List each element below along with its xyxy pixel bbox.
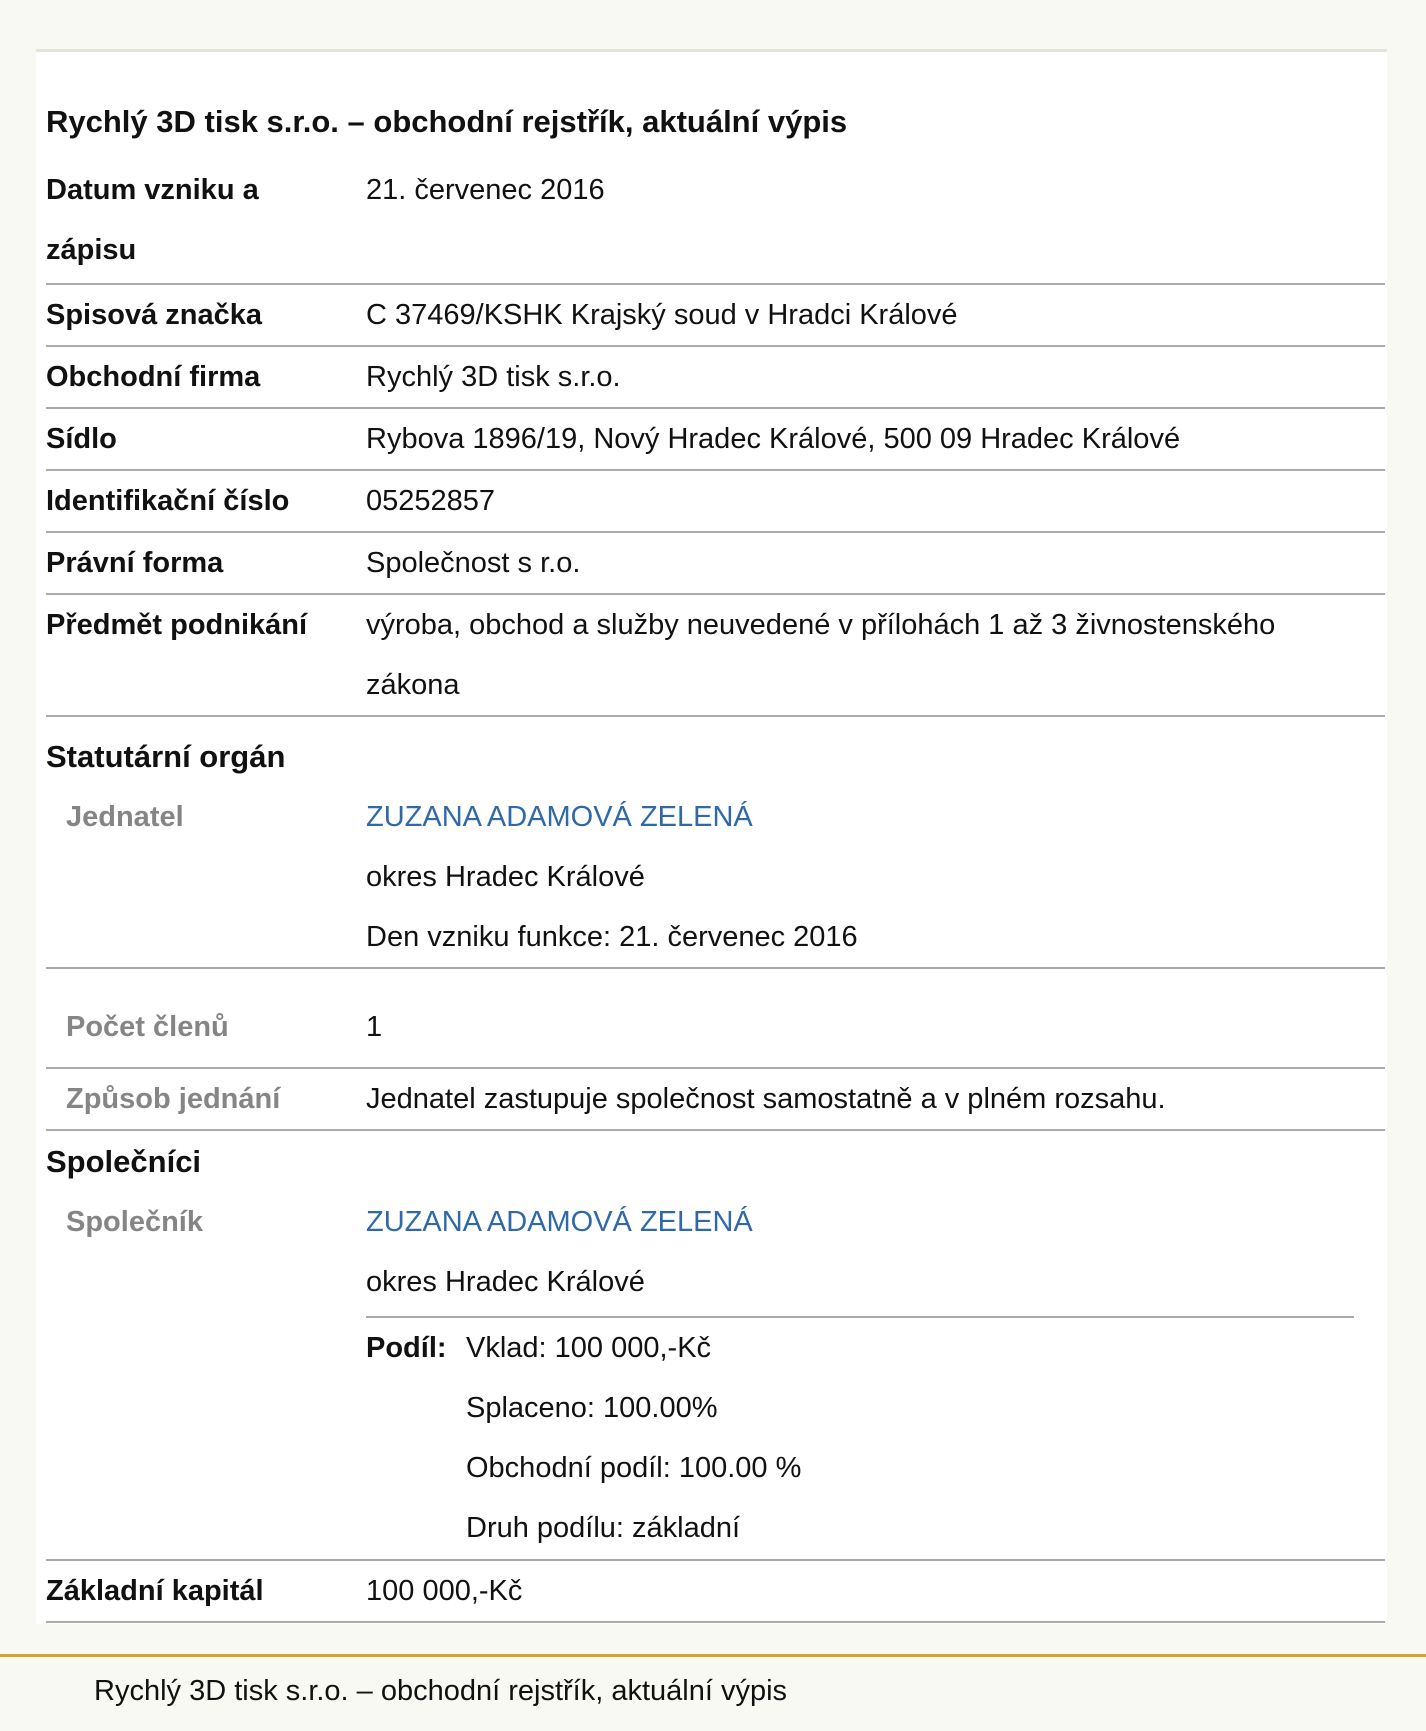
capital-label: Základní kapitál bbox=[46, 1575, 264, 1607]
acting-label: Způsob jednání bbox=[66, 1083, 281, 1115]
acting-value: Jednatel zastupuje společnost samostatně a v plném rozsahu. bbox=[366, 1083, 1166, 1115]
page-title: Rychlý 3D tisk s.r.o. – obchodní rejstřík, aktuální výpis bbox=[46, 104, 848, 139]
id-label: Identifikační číslo bbox=[46, 485, 290, 517]
footer-bar bbox=[0, 1654, 1426, 1731]
row-id bbox=[46, 471, 1385, 533]
row-members bbox=[46, 987, 1385, 1069]
members-value: 1 bbox=[366, 1011, 383, 1043]
partner-name-link[interactable]: ZUZANA ADAMOVÁ ZELENÁ bbox=[366, 1206, 753, 1238]
legal-form-label: Právní forma bbox=[46, 547, 224, 579]
executive-since: Den vzniku funkce: 21. červenec 2016 bbox=[366, 921, 858, 953]
partner-share bbox=[366, 1316, 1354, 1544]
row-file-number bbox=[46, 285, 1385, 347]
legal-form-value: Společnost s r.o. bbox=[366, 547, 581, 579]
register-card bbox=[36, 49, 1387, 1624]
share-items bbox=[466, 1318, 801, 1558]
business-subject-value: výroba, obchod a služby neuvedené v přílohách 1 až 3 živnostenského zákona bbox=[366, 609, 1276, 701]
row-firm bbox=[46, 347, 1385, 409]
partner-value bbox=[366, 1192, 1366, 1312]
row-capital bbox=[46, 1561, 1385, 1623]
share-label: Podíl: bbox=[366, 1332, 447, 1364]
seat-label: Sídlo bbox=[46, 423, 117, 455]
members-label: Počet členů bbox=[66, 1011, 229, 1043]
id-value: 05252857 bbox=[366, 485, 496, 517]
file-number-label: Spisová značka bbox=[46, 299, 262, 331]
capital-value: 100 000,-Kč bbox=[366, 1575, 523, 1607]
partner-label: Společník bbox=[66, 1206, 203, 1238]
row-acting bbox=[46, 1069, 1385, 1131]
executive-label: Jednatel bbox=[66, 801, 184, 833]
row-seat bbox=[46, 409, 1385, 471]
business-subject-label: Předmět podnikání bbox=[46, 609, 308, 641]
share-business-share: Obchodní podíl: 100.00 % bbox=[466, 1452, 802, 1484]
executive-name-link[interactable]: ZUZANA ADAMOVÁ ZELENÁ bbox=[366, 801, 753, 833]
date-value: 21. červenec 2016 bbox=[366, 174, 605, 206]
share-paid: Splaceno: 100.00% bbox=[466, 1392, 718, 1424]
row-partner bbox=[46, 1192, 1385, 1561]
footer-title: Rychlý 3D tisk s.r.o. – obchodní rejstřík, aktuální výpis bbox=[94, 1675, 788, 1707]
share-type: Druh podílu: základní bbox=[466, 1512, 741, 1544]
file-number-value: C 37469/KSHK Krajský soud v Hradci Králové bbox=[366, 299, 958, 331]
firm-label: Obchodní firma bbox=[46, 361, 261, 393]
date-label: Datum vzniku a zápisu bbox=[46, 174, 259, 266]
row-legal-form bbox=[46, 533, 1385, 595]
firm-value: Rychlý 3D tisk s.r.o. bbox=[366, 361, 621, 393]
share-deposit: Vklad: 100 000,-Kč bbox=[466, 1332, 712, 1364]
row-executive bbox=[46, 787, 1385, 969]
partners-heading: Společníci bbox=[46, 1144, 202, 1179]
row-date bbox=[46, 160, 1385, 285]
statutory-heading: Statutární orgán bbox=[46, 739, 286, 774]
row-business-subject bbox=[46, 595, 1385, 717]
partner-district: okres Hradec Králové bbox=[366, 1266, 645, 1298]
executive-district: okres Hradec Králové bbox=[366, 861, 645, 893]
seat-value: Rybova 1896/19, Nový Hradec Králové, 500 09 Hradec Králové bbox=[366, 423, 1181, 455]
executive-value bbox=[366, 787, 1366, 967]
